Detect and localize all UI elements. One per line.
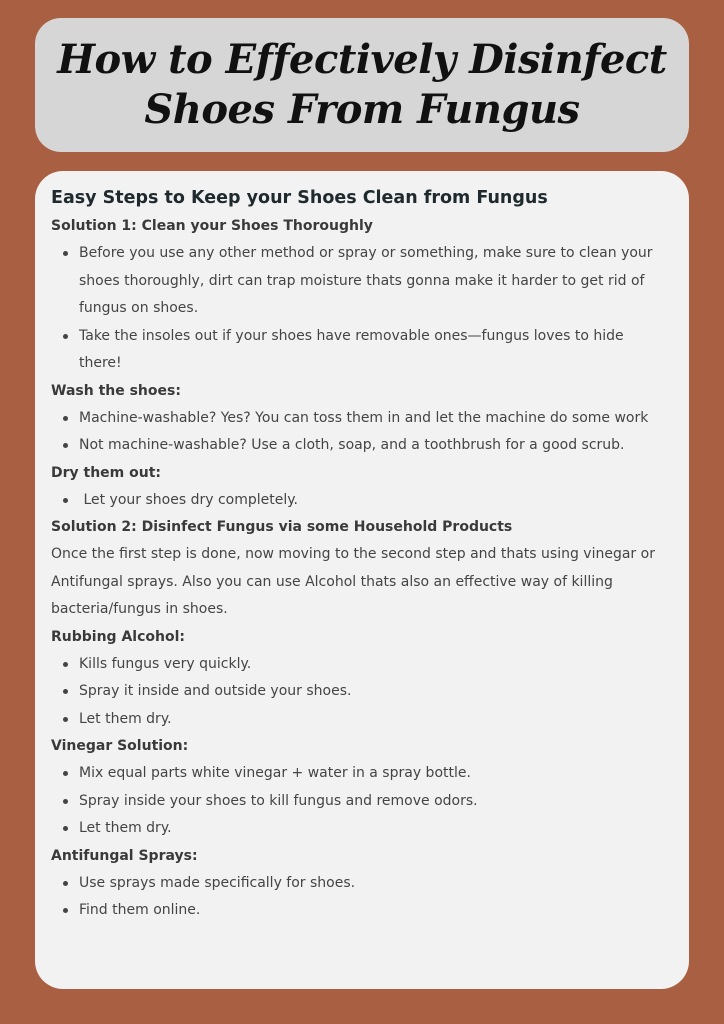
page-title-line-2: Shoes From Fungus — [144, 86, 580, 133]
dry-title: Dry them out: — [51, 464, 162, 481]
list-item: Use sprays made specifically for shoes. — [79, 870, 669, 898]
page-title-line-1: How to Effectively Disinfect — [57, 36, 667, 83]
list-item: Spray it inside and outside your shoes. — [79, 678, 669, 706]
section-heading: Easy Steps to Keep your Shoes Clean from Fungus — [51, 188, 548, 208]
solution-2-title: Solution 2: Disinfect Fungus via some Household Products — [51, 519, 513, 535]
vinegar-list — [51, 760, 669, 843]
sprays-title: Antifungal Sprays: — [51, 847, 198, 864]
list-item: Before you use any other method or spray or something, make sure to clean your shoes thoroughly, dirt can trap moisture thats gonna make it harder to get rid of fungus on shoes. — [79, 240, 669, 323]
list-item: Machine-washable? Yes? You can toss them in and let the machine do some work — [79, 405, 669, 433]
list-item: Not machine-washable? Use a cloth, soap, and a toothbrush for a good scrub. — [79, 432, 669, 460]
list-item: Mix equal parts white vinegar + water in a spray bottle. — [79, 760, 669, 788]
sprays-list — [51, 870, 669, 925]
dry-list — [51, 487, 669, 515]
list-item: Let them dry. — [79, 815, 669, 843]
list-item: Find them online. — [79, 897, 669, 925]
list-item: Take the insoles out if your shoes have removable ones—fungus loves to hide there! — [79, 323, 669, 378]
list-item: Kills fungus very quickly. — [79, 651, 669, 679]
solution-1-title: Solution 1: Clean your Shoes Thoroughly — [51, 218, 373, 234]
list-item: Let them dry. — [79, 706, 669, 734]
alcohol-title: Rubbing Alcohol: — [51, 628, 185, 645]
wash-title: Wash the shoes: — [51, 382, 181, 399]
list-item: Let your shoes dry completely. — [79, 487, 669, 515]
alcohol-list — [51, 651, 669, 734]
content-card — [35, 171, 689, 989]
wash-list — [51, 405, 669, 460]
solution-1-list — [51, 240, 669, 378]
solution-2-paragraph: Once the first step is done, now moving to the second step and thats using vinegar or Antifungal sprays. Also you can use Alcohol thats also an effective way of killing bacteria/fungus in shoes. — [51, 546, 655, 617]
list-item: Spray inside your shoes to kill fungus and remove odors. — [79, 788, 669, 816]
vinegar-title: Vinegar Solution: — [51, 738, 189, 754]
title-banner — [35, 18, 689, 152]
